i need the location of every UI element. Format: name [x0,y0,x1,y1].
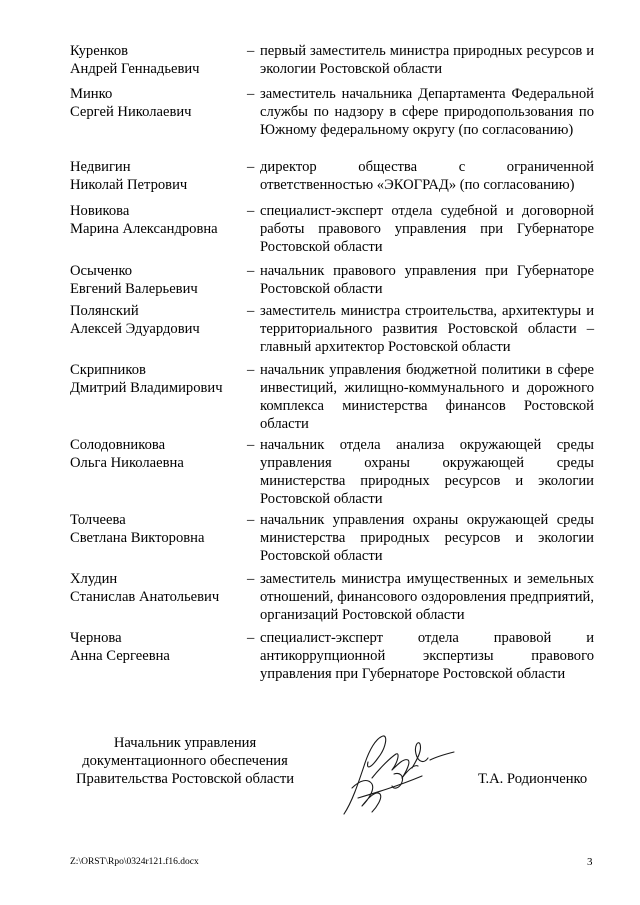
member-given-name: Дмитрий Владимирович [70,380,223,396]
signatory-title-line: документационного обеспечения [82,753,288,769]
member-role: начальник управления охраны окружающей среды министерства природных ресурсов и экологии Ростовской области [260,512,594,564]
member-surname: Минко [70,86,113,102]
member-role: начальник отдела анализа окружающей среды управления охраны окружающей среды министерства природных ресурсов и экологии Ростовской области [260,437,594,507]
member-dash: – [247,630,255,646]
member-role: специалист-эксперт отдела правовой и антикоррупционной экспертизы правового управления при Губернаторе Ростовской области [260,630,594,682]
member-role: директор общества с ограниченной ответственностью «ЭКОГРАД» (по согласованию) [260,159,594,193]
handwritten-signature [338,728,460,820]
member-name [70,302,245,338]
member-name [70,262,245,298]
member-given-name: Марина Александровна [70,221,218,237]
member-role: заместитель начальника Департамента Федеральной службы по надзору в сфере природопользования по Южному федеральному округу (по согласованию) [260,86,594,138]
member-surname: Полянский [70,303,139,319]
member-surname: Куренков [70,43,129,59]
member-dash: – [247,512,255,528]
member-role: первый заместитель министра природных ресурсов и экологии Ростовской области [260,43,594,77]
member-name [70,158,245,194]
member-name [70,436,245,472]
member-surname: Толчеева [70,512,126,528]
member-given-name: Станислав Анатольевич [70,589,220,605]
member-role: заместитель министра строительства, архитектуры и территориального развития Ростовской области – главный архитектор Ростовской области [260,303,594,355]
member-name [70,629,245,665]
member-name [70,42,245,78]
member-given-name: Сергей Николаевич [70,104,192,120]
member-surname: Осыченко [70,263,133,279]
footer-file-path: Z:\ORST\Rpo\0324r121.f16.docx [70,857,199,867]
member-surname: Недвигин [70,159,131,175]
member-given-name: Алексей Эдуардович [70,321,200,337]
member-surname: Солодовникова [70,437,166,453]
member-name [70,361,245,397]
member-dash: – [247,86,255,102]
member-surname: Чернова [70,630,122,646]
member-dash: – [247,203,255,219]
signatory-title-line: Начальник управления [113,735,257,751]
member-role: начальник управления бюджетной политики в сфере инвестиций, жилищно-коммунального и дорожного комплекса министерства финансов Ростовской области [260,362,594,432]
member-name [70,570,245,606]
member-dash: – [247,571,255,587]
member-name [70,85,245,121]
member-role: начальник правового управления при Губернаторе Ростовской области [260,263,594,297]
member-surname: Скрипников [70,362,146,378]
signatory-title-line: Правительства Ростовской области [75,771,295,787]
member-dash: – [247,437,255,453]
member-dash: – [247,362,255,378]
member-name [70,511,245,547]
page-number: 3 [587,856,593,868]
member-role: специалист-эксперт отдела судебной и договорной работы правового управления при Губернаторе Ростовской области [260,203,594,255]
member-given-name: Николай Петрович [70,177,188,193]
member-given-name: Светлана Викторовна [70,530,205,546]
member-name [70,202,245,238]
member-surname: Хлудин [70,571,118,587]
member-surname: Новикова [70,203,130,219]
signer-name: Т.А. Родионченко [478,771,588,787]
member-given-name: Евгений Валерьевич [70,281,198,297]
member-given-name: Ольга Николаевна [70,455,184,471]
member-given-name: Анна Сергеевна [70,648,170,664]
member-dash: – [247,303,255,319]
member-dash: – [247,43,255,59]
member-given-name: Андрей Геннадьевич [70,61,200,77]
member-dash: – [247,263,255,279]
member-role: заместитель министра имущественных и земельных отношений, финансового оздоровления предприятий, организаций Ростовской области [260,571,594,623]
signatory-title [70,734,300,788]
member-dash: – [247,159,255,175]
